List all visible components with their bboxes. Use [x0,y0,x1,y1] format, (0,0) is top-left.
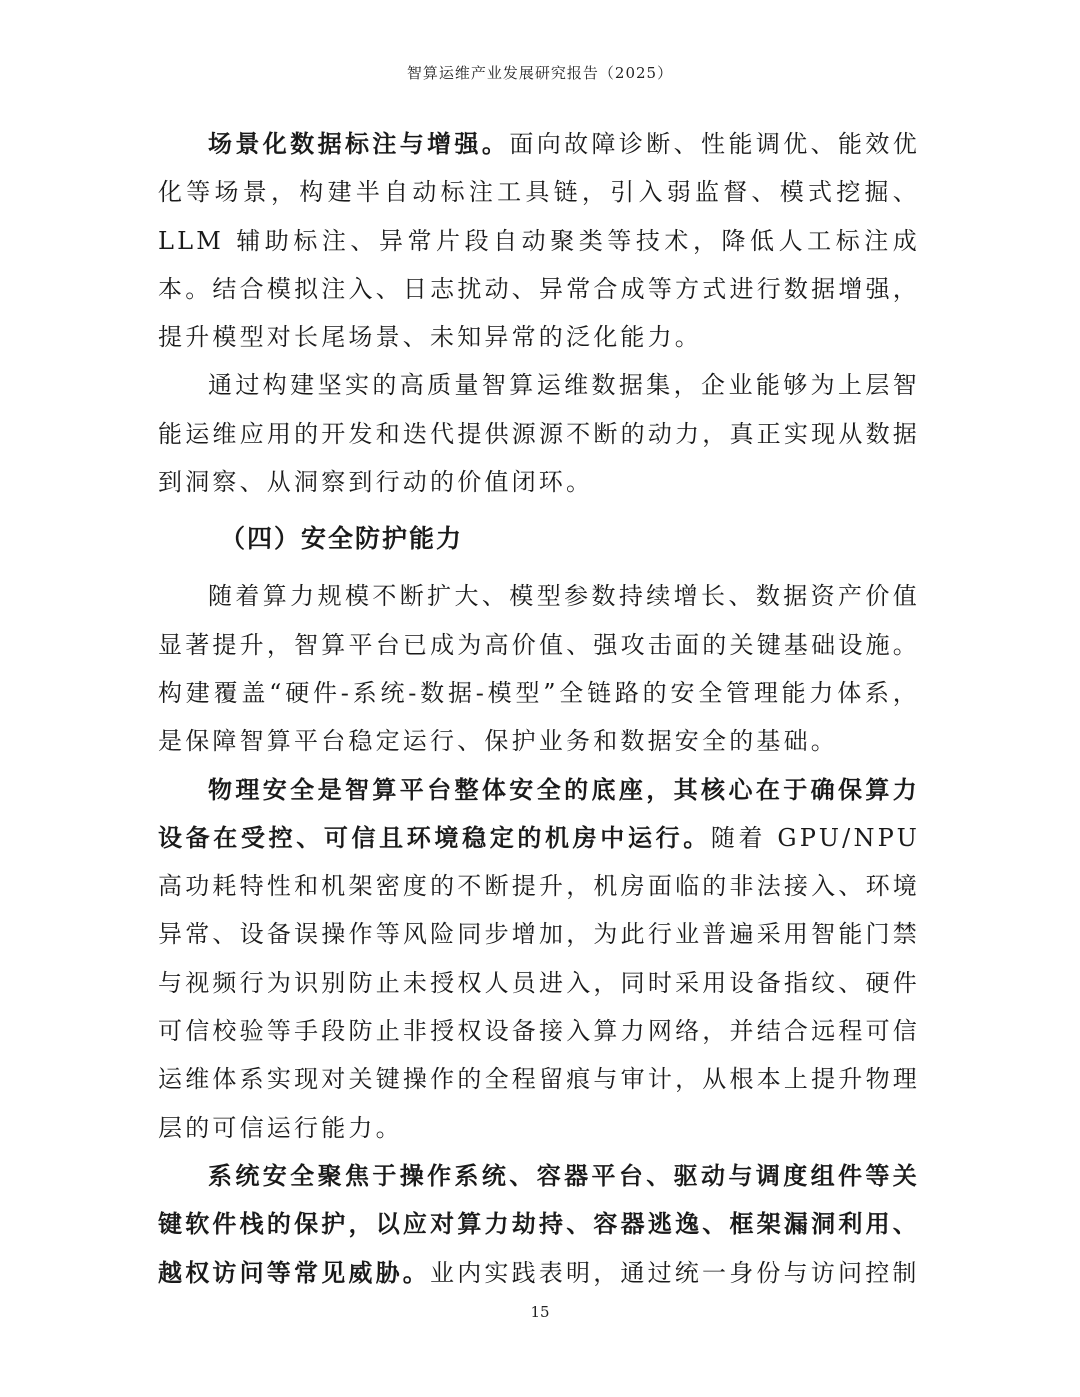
paragraph-text: 随着 GPU/NPU 高功耗特性和机架密度的不断提升，机房面临的非法接入、环境异常、设备误操作等风险同步增加，为此行业普遍采用智能门禁与视频行为识别防止未授权人员进入，同时采用设备指纹、硬件可信校验等手段防止非授权设备接入算力网络，并结合远程可信运维体系实现对关键操作的全程留痕与审计，从根本上提升物理层的可信运行能力。 [158,823,920,1142]
paragraph-lead: 系统安全聚焦于操作系统、容器平台、驱动与调度组件等关键软件栈的保护，以应对算力劫持、容器逃逸、框架漏洞利用、越权访问等常见威胁。 [158,1161,920,1287]
paragraph-lead: 场景化数据标注与增强。 [208,130,510,158]
paragraph-dataset-value: 通过构建坚实的高质量智算运维数据集，企业能够为上层智能运维应用的开发和迭代提供源源不断的动力，真正实现从数据到洞察、从洞察到行动的价值闭环。 [158,371,920,497]
paragraph-text: 业内实践表明，通过统一身份与访问控制 [430,1258,920,1287]
running-header: 智算运维产业发展研究报告（2025） [406,64,674,82]
paragraph-physical-security [158,766,920,1152]
paragraph-security-intro: 随着算力规模不断扩大、模型参数持续增长、数据资产价值显著提升，智算平台已成为高价值、强攻击面的关键基础设施。构建覆盖“硬件-系统-数据-模型”全链路的安全管理能力体系，是保障智算平台稳定运行、保护业务和数据安全的基础。 [158,582,920,756]
paragraph-text: 面向故障诊断、性能调优、能效优化等场景，构建半自动标注工具链，引入弱监督、模式挖掘、LLM 辅助标注、异常片段自动聚类等技术，降低人工标注成本。结合模拟注入、日志扰动、异常合成等方式进行数据增强，提升模型对长尾场景、未知异常的泛化能力。 [158,130,920,352]
paragraph-system-security [158,1152,920,1297]
section-heading: （四）安全防护能力 [220,524,464,554]
paragraph-data-annotation [158,120,920,361]
page-number: 15 [530,1303,550,1321]
paragraph-lead: 物理安全是智算平台整体安全的底座，其核心在于确保算力设备在受控、可信且环境稳定的机房中运行。 [158,775,920,852]
document-body [158,120,920,1297]
